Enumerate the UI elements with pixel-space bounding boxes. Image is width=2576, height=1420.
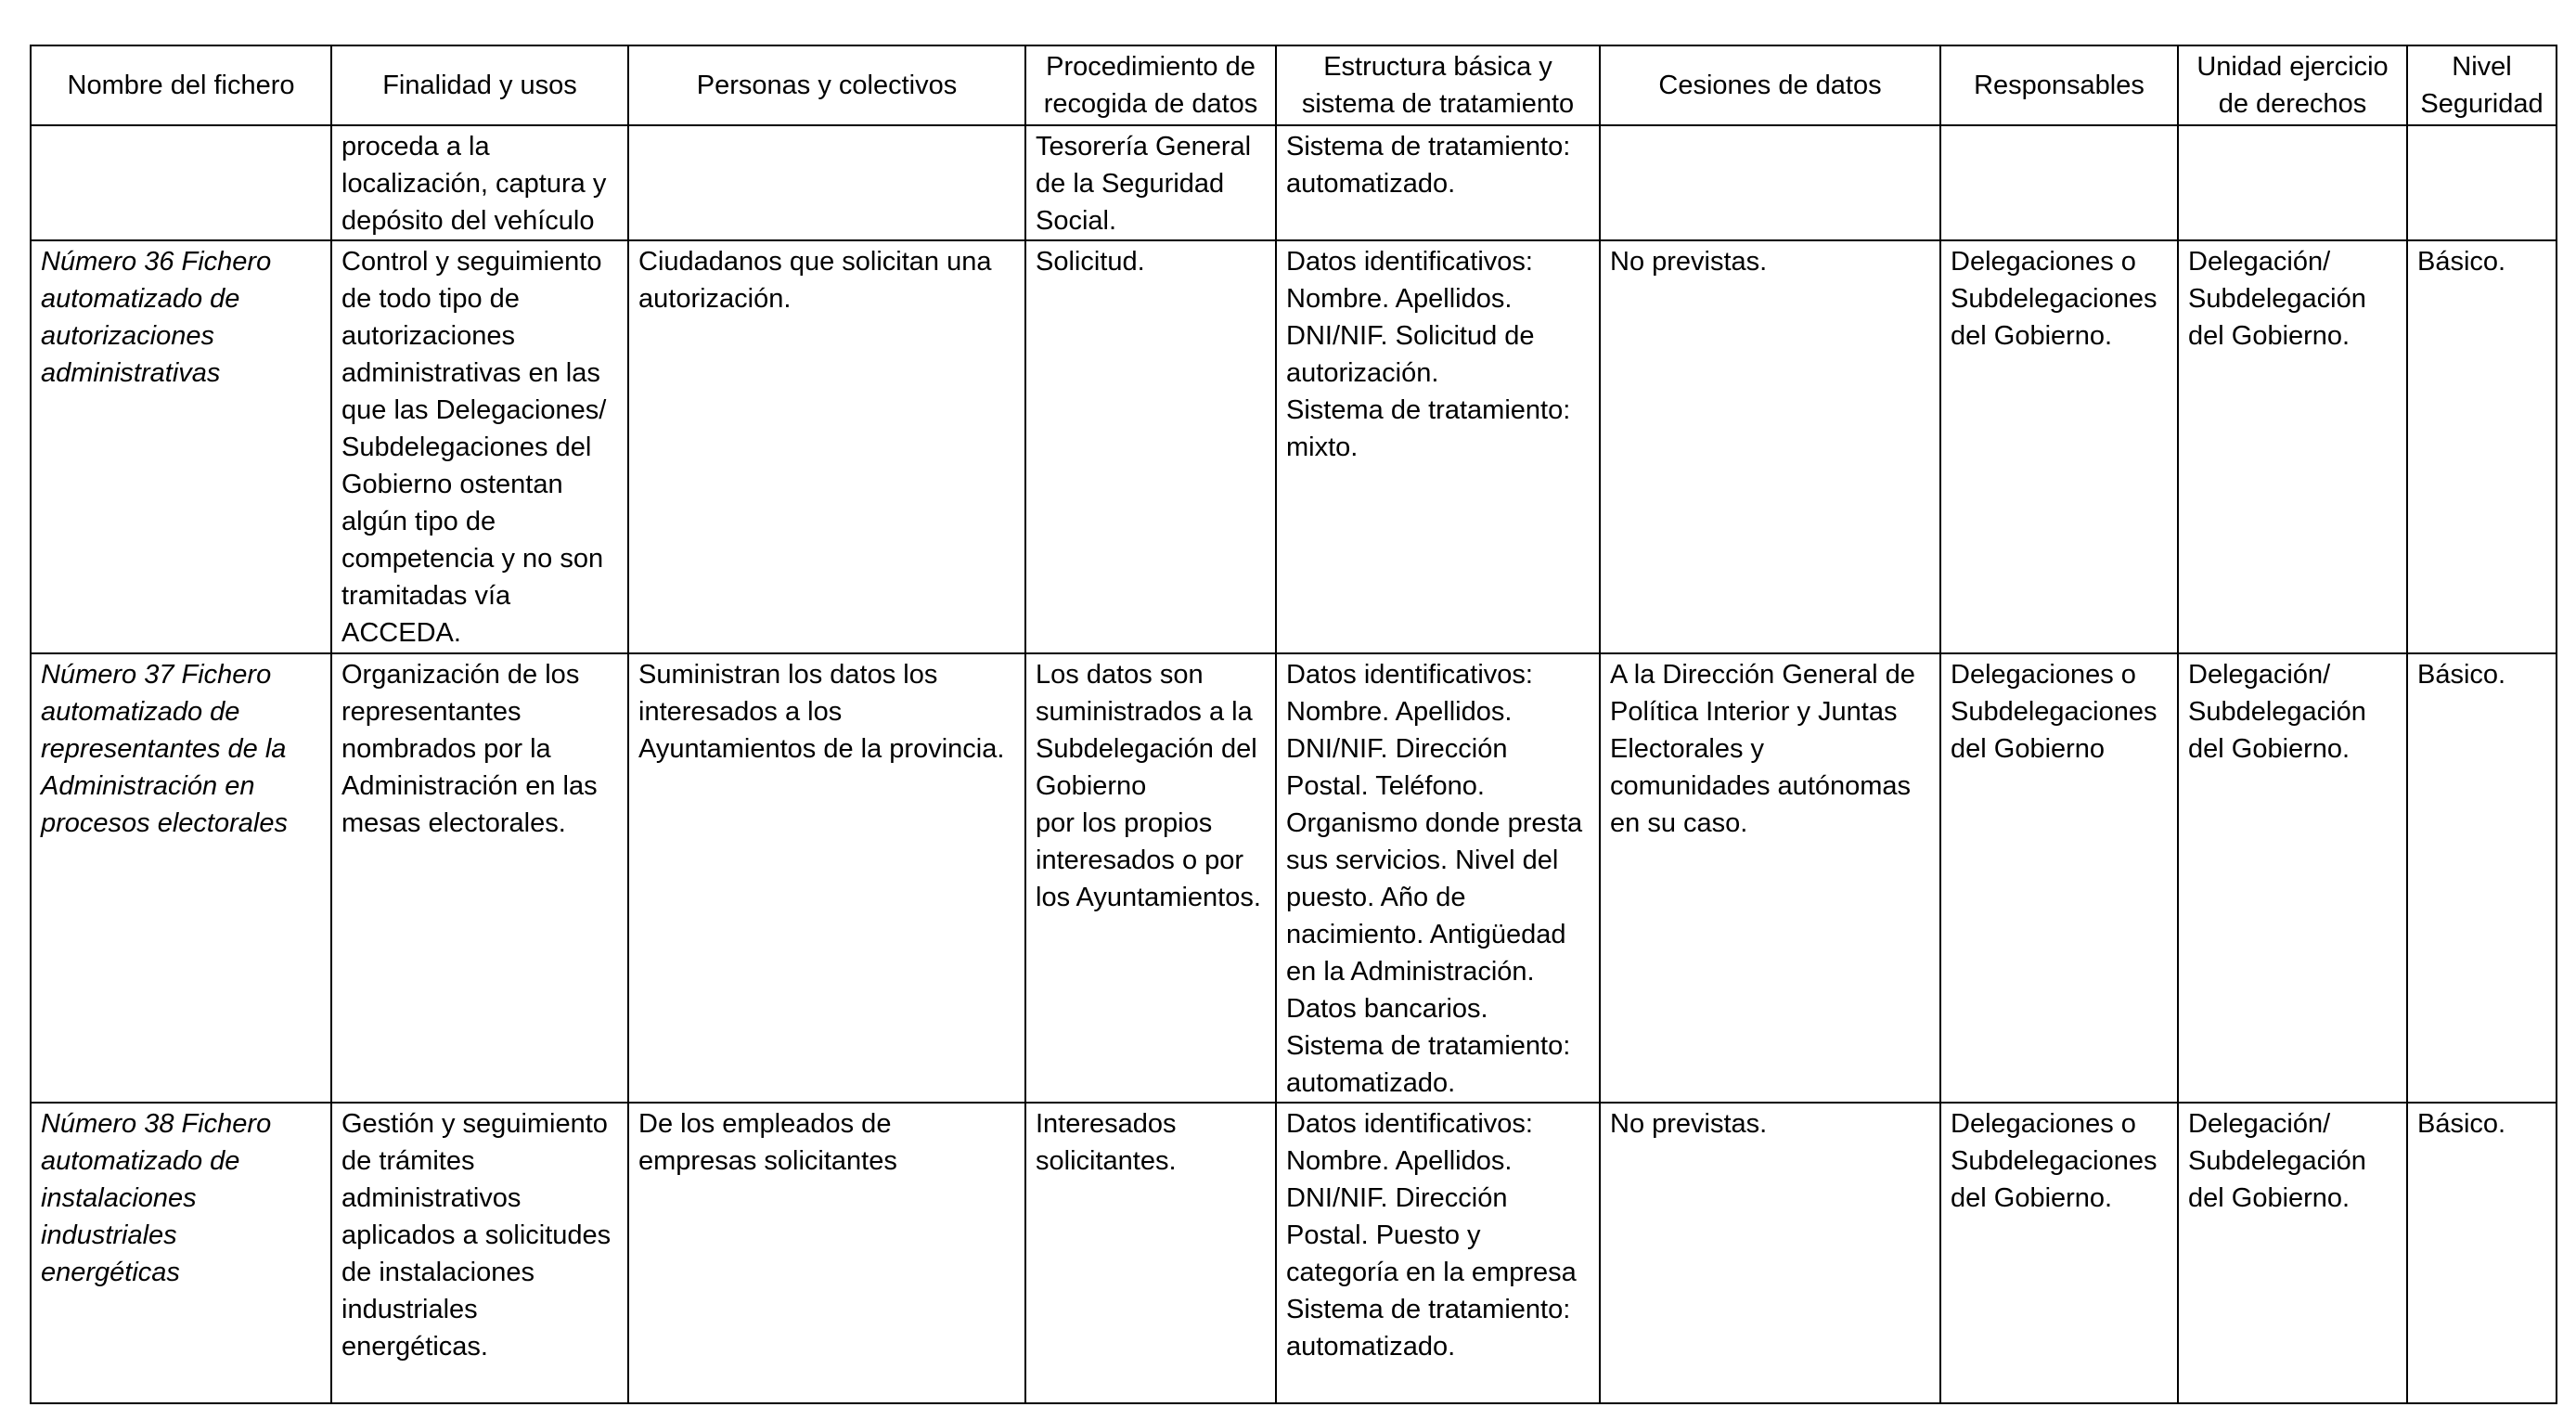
cell-nivel: Básico. — [2407, 653, 2557, 1103]
cell-unidad — [2178, 125, 2407, 240]
table-row — [31, 653, 2557, 1103]
header-procedimiento-recogida: Procedimiento de recogida de datos — [1025, 45, 1276, 125]
cell-estructura: Sistema de tratamiento: automatizado. — [1276, 125, 1600, 240]
cell-estructura: Datos identificativos: Nombre. Apellidos. DNI/NIF. Dirección Postal. Puesto y categoría en la empresa Sistema de tratamiento: automatizado. — [1276, 1103, 1600, 1403]
cell-unidad: Delegación/ Subdelegación del Gobierno. — [2178, 653, 2407, 1103]
ficheros-table — [30, 45, 2557, 1404]
cell-estructura: Datos identificativos: Nombre. Apellidos. DNI/NIF. Solicitud de autorización. Sistema de tratamiento: mixto. — [1276, 240, 1600, 653]
cell-personas: Ciudadanos que solicitan una autorización. — [628, 240, 1025, 653]
cell-responsables: Delegaciones o Subdelegaciones del Gobierno. — [1940, 1103, 2178, 1403]
cell-procedimiento: Tesorería General de la Seguridad Social. — [1025, 125, 1276, 240]
table-header — [31, 45, 2557, 125]
cell-estructura: Datos identificativos: Nombre. Apellidos. DNI/NIF. Dirección Postal. Teléfono. Organismo donde presta sus servicios. Nivel del puesto. Año de nacimiento. Antigüedad en la Administración. Datos bancarios. Sistema de tratamiento: automatizado. — [1276, 653, 1600, 1103]
cell-nombre: Número 38 Fichero automatizado de instalaciones industriales energéticas — [31, 1103, 331, 1403]
cell-cesiones: A la Dirección General de Política Interior y Juntas Electorales y comunidades autónomas en su caso. — [1600, 653, 1940, 1103]
cell-procedimiento: Interesados solicitantes. — [1025, 1103, 1276, 1403]
cell-procedimiento: Los datos son suministrados a la Subdelegación del Gobierno por los propios interesados o por los Ayuntamientos. — [1025, 653, 1276, 1103]
cell-nivel: Básico. — [2407, 240, 2557, 653]
cell-finalidad: proceda a la localización, captura y depósito del vehículo — [331, 125, 628, 240]
header-row — [31, 45, 2557, 125]
cell-responsables: Delegaciones o Subdelegaciones del Gobierno — [1940, 653, 2178, 1103]
cell-procedimiento: Solicitud. — [1025, 240, 1276, 653]
header-nivel-seguridad: Nivel Seguridad — [2407, 45, 2557, 125]
header-finalidad-y-usos: Finalidad y usos — [331, 45, 628, 125]
header-personas-y-colectivos: Personas y colectivos — [628, 45, 1025, 125]
header-unidad-ejercicio: Unidad ejercicio de derechos — [2178, 45, 2407, 125]
cell-personas: De los empleados de empresas solicitantes — [628, 1103, 1025, 1403]
cell-personas: Suministran los datos los interesados a los Ayuntamientos de la provincia. — [628, 653, 1025, 1103]
table-body — [31, 125, 2557, 1403]
cell-cesiones: No previstas. — [1600, 240, 1940, 653]
cell-responsables — [1940, 125, 2178, 240]
cell-finalidad: Gestión y seguimiento de trámites administrativos aplicados a solicitudes de instalaciones industriales energéticas. — [331, 1103, 628, 1403]
cell-unidad: Delegación/ Subdelegación del Gobierno. — [2178, 240, 2407, 653]
header-responsables: Responsables — [1940, 45, 2178, 125]
cell-unidad: Delegación/ Subdelegación del Gobierno. — [2178, 1103, 2407, 1403]
table-row — [31, 125, 2557, 240]
table-row — [31, 240, 2557, 653]
cell-nivel — [2407, 125, 2557, 240]
cell-finalidad: Organización de los representantes nombrados por la Administración en las mesas electorales. — [331, 653, 628, 1103]
table-row — [31, 1103, 2557, 1403]
header-cesiones-de-datos: Cesiones de datos — [1600, 45, 1940, 125]
cell-cesiones: No previstas. — [1600, 1103, 1940, 1403]
cell-nombre — [31, 125, 331, 240]
cell-nombre: Número 37 Fichero automatizado de representantes de la Administración en procesos electorales — [31, 653, 331, 1103]
cell-cesiones — [1600, 125, 1940, 240]
cell-nombre: Número 36 Fichero automatizado de autorizaciones administrativas — [31, 240, 331, 653]
header-nombre-del-fichero: Nombre del fichero — [31, 45, 331, 125]
cell-finalidad: Control y seguimiento de todo tipo de autorizaciones administrativas en las que las Delegaciones/ Subdelegaciones del Gobierno ostentan algún tipo de competencia y no son tramitadas vía ACCEDA. — [331, 240, 628, 653]
cell-nivel: Básico. — [2407, 1103, 2557, 1403]
cell-responsables: Delegaciones o Subdelegaciones del Gobierno. — [1940, 240, 2178, 653]
cell-personas — [628, 125, 1025, 240]
header-estructura-basica: Estructura básica y sistema de tratamiento — [1276, 45, 1600, 125]
